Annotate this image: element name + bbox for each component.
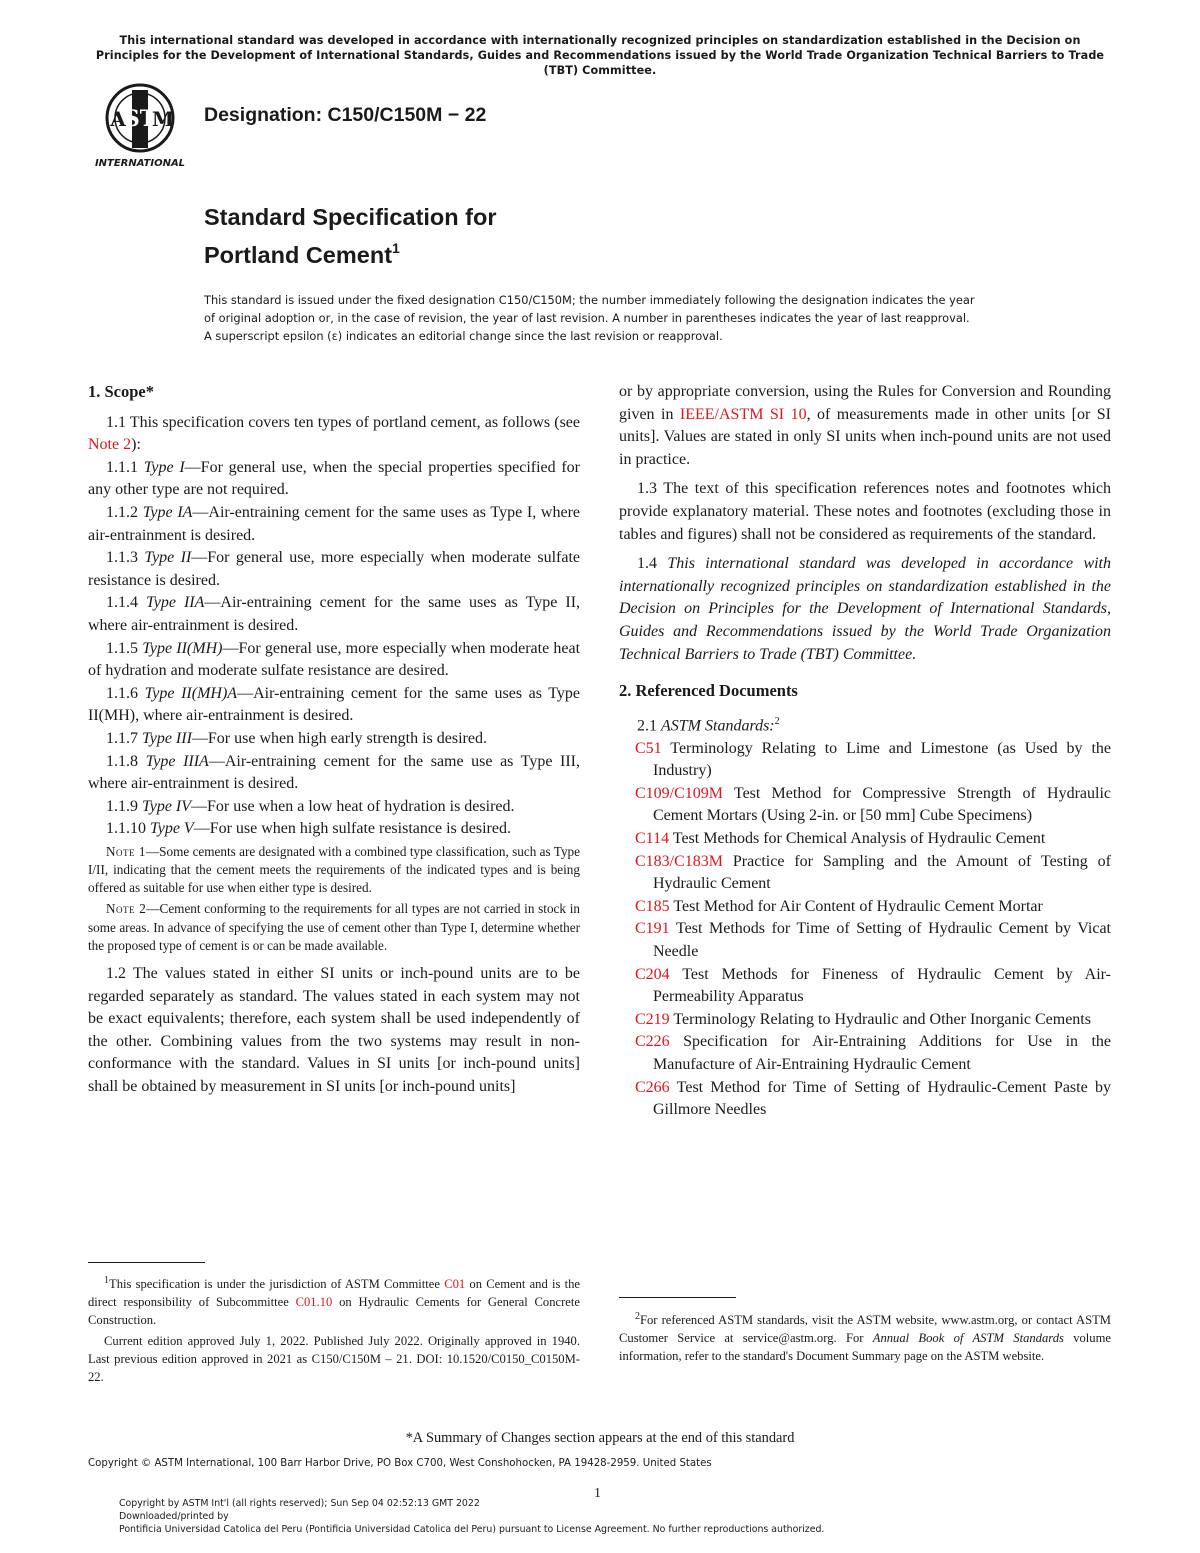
top-notice: This international standard was developed in accordance with internationally recognized principles on standardization established in the Decision on Principles for the Development of International Standards, Guides and Recommendations issued by the World Trade Organization Technical Barriers to Trade (TBT) Committee. [95,34,1105,77]
para-1-2-continued: or by appropriate conversion, using the Rules for Conversion and Rounding given in IEEE/ASTM SI 10, of measurements made in other units [or SI units]. Values are stated in only SI units when inch-pound units are not used in practice. [619,383,1111,468]
subcommittee-c01-10-link[interactable]: C01.10 [295,1295,333,1310]
cement-type-item: 1.1.1 Type I—For general use, when the special properties specified for any other type are not required. [88,458,580,499]
cement-type-item: 1.1.3 Type II—For general use, more especially when moderate sulfate resistance is desired. [88,549,581,589]
reference-code-link[interactable]: C191 [635,920,670,938]
reference-item: C204 Test Methods for Fineness of Hydraulic Cement by Air-Permeability Apparatus [635,965,1111,1006]
designation: Designation: C150/C150M − 22 [204,104,487,126]
download-line: Pontificia Universidad Catolica del Peru (Pontificia Universidad Catolica del Peru) pursuant to License Agreement. No further reproductions authorized. [119,1524,825,1535]
astm-logo [90,82,190,172]
para-1-3: 1.3 The text of this specification references notes and footnotes which provide explanatory material. These notes and footnotes (excluding those in tables and figures) shall not be considered as requirements of the standard. [619,480,1111,543]
svg-text:ST: ST [123,106,157,132]
cement-type-item: 1.1.5 Type II(MH)—For general use, more especially when moderate heat of hydration and moderate sulfate resistance are desired. [88,639,581,680]
reference-item: C109/C109M Test Method for Compressive Strength of Hydraulic Cement Mortars (Using 2-in. or [50 mm] Cube Specimens) [635,784,1111,825]
cement-types-list [88,457,580,841]
reference-item: C185 Test Method for Air Content of Hydraulic Cement Mortar [635,897,1043,915]
reference-code-link[interactable]: C219 [635,1010,670,1028]
note-1: Note 1—Some cements are designated with a combined type classification, such as Type I/II, indicating that the cement meets the requirements of the indicated types and is being offered as suitable for use when either type is desired. [88,843,580,896]
note-2-link[interactable]: Note 2 [88,436,132,454]
left-column [88,381,580,1099]
scope-heading: 1. Scope* [88,382,154,401]
reference-code-link[interactable]: C226 [635,1033,670,1051]
copyright-line: Copyright © ASTM International, 100 Barr Harbor Drive, PO Box C700, West Conshohocken, PA 19428-2959. United States [88,1458,712,1469]
reference-code-link[interactable]: C114 [635,830,670,848]
standard-intro [204,291,1004,346]
reference-item: C266 Test Method for Time of Setting of Hydraulic-Cement Paste by Gillmore Needles [635,1078,1111,1119]
para-1-4: 1.4 This international standard was developed in accordance with internationally recognized principles on standardization established in the Decision on Principles for the Development of International Standards, Guides and Recommendations issued by the World Trade Organization Technical Barriers to Trade (TBT) Committee. [619,555,1112,663]
reference-code-link[interactable]: C183/C183M [635,852,724,870]
summary-of-changes-note: *A Summary of Changes section appears at the end of this standard [405,1430,795,1446]
cement-type-item: 1.1.10 Type V—For use when high sulfate resistance is desired. [106,820,511,838]
svg-text:M: M [151,107,175,131]
title-footnote-mark: 1 [392,240,400,256]
svg-text:A: A [110,107,126,131]
committee-c01-link[interactable]: C01 [444,1277,466,1292]
reference-item: C51 Terminology Relating to Lime and Limestone (as Used by the Industry) [635,739,1111,780]
reference-item: C191 Test Methods for Time of Setting of Hydraulic Cement by Vicat Needle [635,920,1111,960]
reference-item: C219 Terminology Relating to Hydraulic and Other Inorganic Cements [635,1010,1091,1028]
para-1-1: 1.1 This specification covers ten types of portland cement, as follows (see Note 2): [88,413,580,454]
footnote-rule-left [88,1262,205,1263]
download-line: Downloaded/printed by [119,1511,229,1522]
cement-type-item: 1.1.8 Type IIIA—Air-entraining cement for the same use as Type III, where air-entrainment is desired. [88,752,581,793]
svg-text:INTERNATIONAL: INTERNATIONAL [94,158,186,169]
title-line-2: Portland Cement$^1$ [204,240,400,268]
intro-line: of original adoption or, in the case of revision, the year of last revision. A number in parentheses indicates the year of last reapproval. [204,311,970,326]
cement-type-item: 1.1.2 Type IA—Air-entraining cement for the same uses as Type I, where air-entrainment is desired. [88,503,580,544]
intro-line: This standard is issued under the fixed designation C150/C150M; the number immediately following the designation indicates the year [204,293,975,307]
reference-code-link[interactable]: C51 [635,739,662,757]
cement-type-item: 1.1.4 Type IIA—Air-entraining cement for the same uses as Type II, where air-entrainment is desired. [88,594,581,634]
astm-standards-label: 2.1 ASTM Standards:$^2$ [637,715,780,735]
reference-item: C226 Specification for Air-Entraining Additions for Use in the Manufacture of Air-Entraining Hydraulic Cement [635,1033,1111,1073]
cement-type-item: 1.1.9 Type IV—For use when a low heat of hydration is desired. [106,797,515,815]
footnote-1-text: $^1$This specification is under the jurisdiction of ASTM Committee C01 on Cement and is the direct responsibility of Subcommittee C01.10 on Hydraulic Cements for General Concrete Construction. [88,1275,580,1328]
para-1-2: 1.2 The values stated in either SI units or inch-pound units are to be regarded separately as standard. The values stated in each system may not be exact equivalents; therefore, each system shall be used independently of the other. Combining values from the two systems may result in non-conformance with the standard. Values in SI units [or inch-pound units] shall be obtained by measurement in SI units [or inch-pound units] [88,965,580,1096]
download-notice [119,1497,824,1536]
footnote-1 [88,1272,580,1386]
download-line: Copyright by ASTM Int'l (all rights reserved); Sun Sep 04 02:52:13 GMT 2022 [119,1498,480,1509]
title-line-1: Standard Specification for [204,204,497,230]
reference-code-link[interactable]: C185 [635,897,670,915]
si10-link[interactable]: IEEE/ASTM SI 10 [679,405,807,423]
footnote-1-edition: Current edition approved July 1, 2022. Published July 2022. Originally approved in 1940. Last previous edition approved in 2021 as C150/C150M – 21. DOI: 10.1520/C0150_C0150M-22. [88,1334,580,1385]
cement-type-item: 1.1.6 Type II(MH)A—Air-entraining cement for the same uses as Type II(MH), where air-entrainment is desired. [88,684,581,725]
reference-code-link[interactable]: C204 [635,965,670,983]
right-column [619,381,1111,1122]
page-title [204,202,497,271]
cement-type-item: 1.1.7 Type III—For use when high early strength is desired. [106,729,487,747]
astm-logo-icon [90,82,190,172]
reference-item: C183/C183M Practice for Sampling and the Amount of Testing of Hydraulic Cement [635,852,1111,893]
reference-code-link[interactable]: C109/C109M [635,784,724,802]
footnote-2 [619,1308,1111,1365]
referenced-documents-heading: 2. Referenced Documents [619,681,798,701]
reference-item: C114 Test Methods for Chemical Analysis of Hydraulic Cement [635,830,1046,848]
reference-code-link[interactable]: C266 [635,1078,670,1096]
page-number: 1 [594,1486,601,1501]
note-2: Note 2—Cement conforming to the requirements for all types are not carried in stock in some areas. In advance of specifying the use of cement other than Type I, determine whether the proposed type of cement is or can be made available. [88,901,580,953]
intro-line: A superscript epsilon (ε) indicates an editorial change since the last revision or reapproval. [204,329,723,344]
footnote-2-text: $^2$For referenced ASTM standards, visit the ASTM website, www.astm.org, or contact ASTM Customer Service at service@astm.org. For Annual Book of ASTM Standards volume information, refer to the standard's Document Summary page on the ASTM website. [619,1311,1111,1364]
footnote-rule-right [619,1297,736,1298]
reference-list [619,738,1111,1122]
